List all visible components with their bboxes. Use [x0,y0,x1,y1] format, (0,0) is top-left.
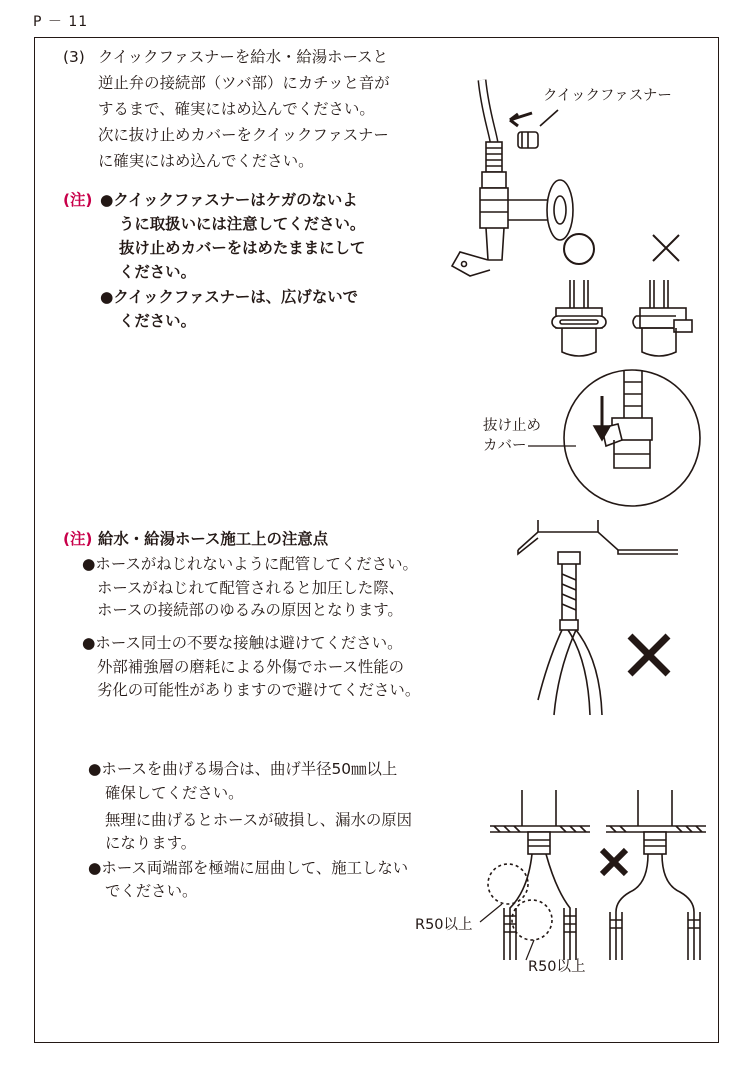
step3-line-3: するまで、確実にはめ込んでください。 [98,100,375,118]
cover-detail-illustration [562,368,702,508]
note1-bullet2-line-1: ●クイックファスナーは、広げないで [100,288,358,306]
note2-p1-line-2: ホースがねじれて配管されると加圧した際、 [97,579,405,597]
note2-p2-line-3: 劣化の可能性がありますので避けてください。 [97,681,421,699]
note2-p1-line-3: ホースの接続部のゆるみの原因となります。 [97,601,403,619]
radius-leader-2 [520,938,540,962]
radius-label-1: R50以上 [415,917,473,933]
cover-label-line-1: 抜け止め [483,418,541,434]
note2-heading: 給水・給湯ホース施工上の注意点 [98,530,329,548]
ng-mark-icon [651,233,681,263]
note3-p2-line-1: 無理に曲げるとホースが破損し、漏水の原因 [105,811,413,829]
step-number: (3) [63,48,85,66]
note1-bullet1-line-2: うに取扱いには注意してください。 [119,215,366,233]
quick-fastener-label: クイックファスナー [543,88,672,104]
note3-p1-line-1: ●ホースを曲げる場合は、曲げ半径50㎜以上 [88,760,398,778]
step3-line-4: 次に抜け止めカバーをクイックファスナー [98,126,389,144]
note3-p1-line-2: 確保してください。 [105,784,244,802]
cover-label-line-2: カバー [483,438,527,454]
note1-bullet1-line-1: ●クイックファスナーはケガのないよ [100,191,358,209]
hose-bend-illustration [480,790,706,960]
note2-p1-line-1: ●ホースがねじれないように配管してください。 [82,555,418,573]
step3-line-1: クイックファスナーを給水・給湯ホースと [98,48,388,66]
twisted-hose-illustration [518,520,698,720]
fastener-ok-ng-illustration [540,280,720,360]
note3-p3-line-1: ●ホース両端部を極端に屈曲して、施工しない [88,859,409,877]
cover-leader-line [528,436,578,456]
note1-bullet2-line-2: ください。 [119,312,196,330]
step3-line-5: に確実にはめ込んでください。 [98,152,314,170]
note1-tag: (注) [63,191,93,209]
note2-p2-line-2: 外部補強層の磨耗による外傷でホース性能の [97,658,405,676]
note3-p3-line-2: でください。 [105,882,198,900]
ok-mark-icon [563,233,595,265]
note1-bullet1-line-3: 抜け止めカバーをはめたままにして [119,239,366,257]
step3-line-2: 逆止弁の接続部（ツバ部）にカチッと音が [98,74,390,92]
note2-p2-line-1: ●ホース同士の不要な接触は避けてください。 [82,634,403,652]
note3-p2-line-2: になります。 [105,834,197,852]
radius-leader-1 [478,900,508,930]
page-number: P － 11 [33,14,89,30]
note1-bullet1-line-4: ください。 [119,263,196,281]
radius-label-2: R50以上 [528,959,586,975]
note2-tag: (注) [63,530,93,548]
